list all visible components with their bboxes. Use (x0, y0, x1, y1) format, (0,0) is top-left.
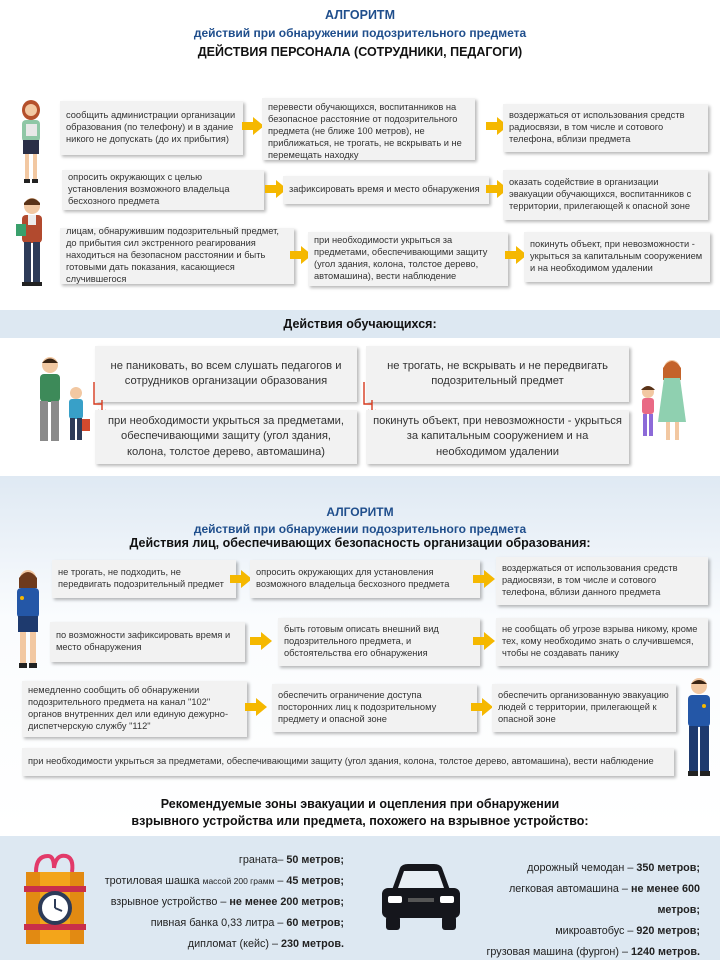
zone-row (96, 871, 344, 892)
parent-child-icon (34, 355, 94, 447)
section3-heading: Действия лиц, обеспечивающих безопасность организации образования: (129, 536, 591, 550)
arrow-right-icon (484, 632, 495, 650)
security-card-3: воздержаться от использования средств радиосвязи, в том числе и сотового телефона, вблизи данного предмета (496, 557, 708, 605)
zone-label: взрывное устройство (110, 896, 218, 908)
zone-label: дипломат (кейс) (187, 938, 269, 950)
section3-subtitle: действий при обнаружении подозрительного предмета (193, 522, 527, 536)
arrow-right-icon (256, 698, 267, 716)
zone-label: тротиловая шашка (104, 875, 203, 887)
zone-label: легковая автомашина (508, 883, 619, 895)
zone-sep: – (277, 854, 287, 866)
zone-value: 920 метров; (636, 925, 700, 937)
zones-left-list (96, 850, 344, 955)
zone-value: 230 метров. (281, 938, 344, 950)
zone-row (96, 892, 344, 913)
zone-row (466, 921, 700, 942)
security-card-8: обеспечить ограничение доступа посторонних лиц к подозрительному предмету и опасной зоне (272, 684, 477, 732)
staff-card-6: оказать содействие в организации эвакуации обучающихся, воспитанников с территории, прилегающей к опасной зоне (503, 170, 708, 220)
zone-sep: – (217, 896, 230, 908)
zone-value: не менее 600 метров; (630, 883, 700, 916)
students-heading: Действия обучающихся: (283, 317, 437, 331)
zone-sep: – (274, 917, 287, 929)
security-guard-woman-icon (10, 568, 46, 672)
staff-card-9: покинуть объект, при невозможности - укрыться за капитальным сооружением и на необходимом удалении (524, 232, 710, 282)
arrow-right-icon (484, 570, 495, 588)
zone-value: 1240 метров. (631, 946, 700, 958)
staff-card-7: лицам, обнаружившим подозрительный предмет, до прибытия сил экстренного реагирования находиться на безопасном расстоянии и быть готовыми дать показания, касающиеся случившегося (60, 228, 294, 284)
student-card-2: не трогать, не вскрывать и не передвигать подозрительный предмет (366, 346, 629, 402)
zone-note: массой 200 грамм (202, 876, 275, 886)
security-guard-man-icon (682, 676, 716, 780)
zone-sep: – (624, 862, 637, 874)
section1-subtitle: действий при обнаружении подозрительного предмета (193, 26, 527, 40)
student-card-4: покинуть объект, при невозможности - укрыться за капитальным сооружением и на необходимом удалении (366, 410, 629, 464)
zone-label: дорожный чемодан (527, 862, 625, 874)
zone-label: пивная банка 0,33 литра (150, 917, 275, 929)
bomb-icon (22, 850, 88, 948)
staff-card-3: воздержаться от использования средств радиосвязи, в том числе и сотового телефона, вблизи предмета (503, 104, 708, 152)
zone-value: 350 метров; (636, 862, 700, 874)
security-card-6: не сообщать об угрозе взрыва никому, кроме тех, кому необходимо знать о случившемся, чтобы не создавать панику (496, 618, 708, 666)
zone-value: 45 метров; (286, 875, 344, 887)
zone-label: граната (238, 854, 278, 866)
section3-title: АЛГОРИТМ (326, 505, 394, 519)
security-card-10: при необходимости укрыться за предметами, обеспечивающими защиту (угол здания, колона, толстое дерево, автомашина), вести наблюдение (22, 748, 674, 776)
zone-value: не менее 200 метров; (229, 896, 344, 908)
zone-value: 50 метров; (286, 854, 344, 866)
zone-label: грузовая машина (фургон) (486, 946, 619, 958)
zone-row (466, 942, 700, 960)
security-card-5: быть готовым описать внешний вид подозрительного предмета, и обстоятельства его обнаружения (278, 618, 480, 666)
teacher-woman-icon (14, 98, 48, 188)
security-card-1: не трогать, не подходить, не передвигать подозрительный предмет (52, 560, 236, 598)
zone-row (96, 913, 344, 934)
section1-heading: ДЕЙСТВИЯ ПЕРСОНАЛА (СОТРУДНИКИ, ПЕДАГОГИ) (197, 45, 523, 59)
security-card-9: обеспечить организованную эвакуацию людей с территории, прилегающей к опасной зоне (492, 684, 676, 732)
zone-row (96, 934, 344, 955)
zones-heading-2: взрывного устройства или предмета, похожего на взрывное устройство: (131, 814, 589, 828)
zone-row (466, 879, 700, 921)
staff-card-4: опросить окружающих с целью установления возможного владельца бесхозного предмета (62, 170, 264, 210)
student-card-3: при необходимости укрыться за предметами, обеспечивающими защиту (угол здания, колона, толстое дерево, автомашина) (95, 410, 357, 464)
staff-card-5: зафиксировать время и место обнаружения (283, 176, 489, 204)
zone-value: 60 метров; (286, 917, 344, 929)
zone-sep: – (618, 883, 631, 895)
security-card-7: немедленно сообщить об обнаружении подозрительного предмета на канал "102" органов внутренних дел или единую дежурно-диспетчерскую службу "112" (22, 681, 247, 737)
teacher-man-icon (14, 196, 50, 290)
zones-right-list (466, 858, 700, 960)
zone-row (96, 850, 344, 871)
zone-sep: – (619, 946, 632, 958)
staff-card-8: при необходимости укрыться за предметами, обеспечивающими защиту (угол здания, колона, толстое дерево, автомашина), вести наблюдение (308, 232, 508, 286)
zone-sep: – (624, 925, 637, 937)
zones-heading-1: Рекомендуемые зоны эвакуации и оцепления при обнаружении (160, 797, 560, 811)
staff-card-2: перевести обучающихся, воспитанников на безопасное расстояние от подозрительного предмета (не ближе 100 метров), не приближаться, не трогать, не вскрывать и не перемещать находку (262, 98, 475, 160)
zone-row (466, 858, 700, 879)
security-card-2: опросить окружающих для установления возможного владельца бесхозного предмета (250, 560, 480, 598)
staff-card-1: сообщить администрации организации образования (по телефону) и в здание никого не допускать (до их прибытия) (60, 101, 243, 155)
car-icon (378, 860, 464, 932)
zone-sep: – (269, 938, 282, 950)
zone-sep: – (274, 875, 287, 887)
security-card-4: по возможности зафиксировать время и место обнаружения (50, 622, 245, 662)
section1-title: АЛГОРИТМ (325, 8, 395, 22)
arrow-right-icon (261, 632, 272, 650)
girls-icon (636, 358, 692, 446)
zone-label: микроавтобус (555, 925, 625, 937)
student-card-1: не паниковать, во всем слушать педагогов и сотрудников организации образования (95, 346, 357, 402)
